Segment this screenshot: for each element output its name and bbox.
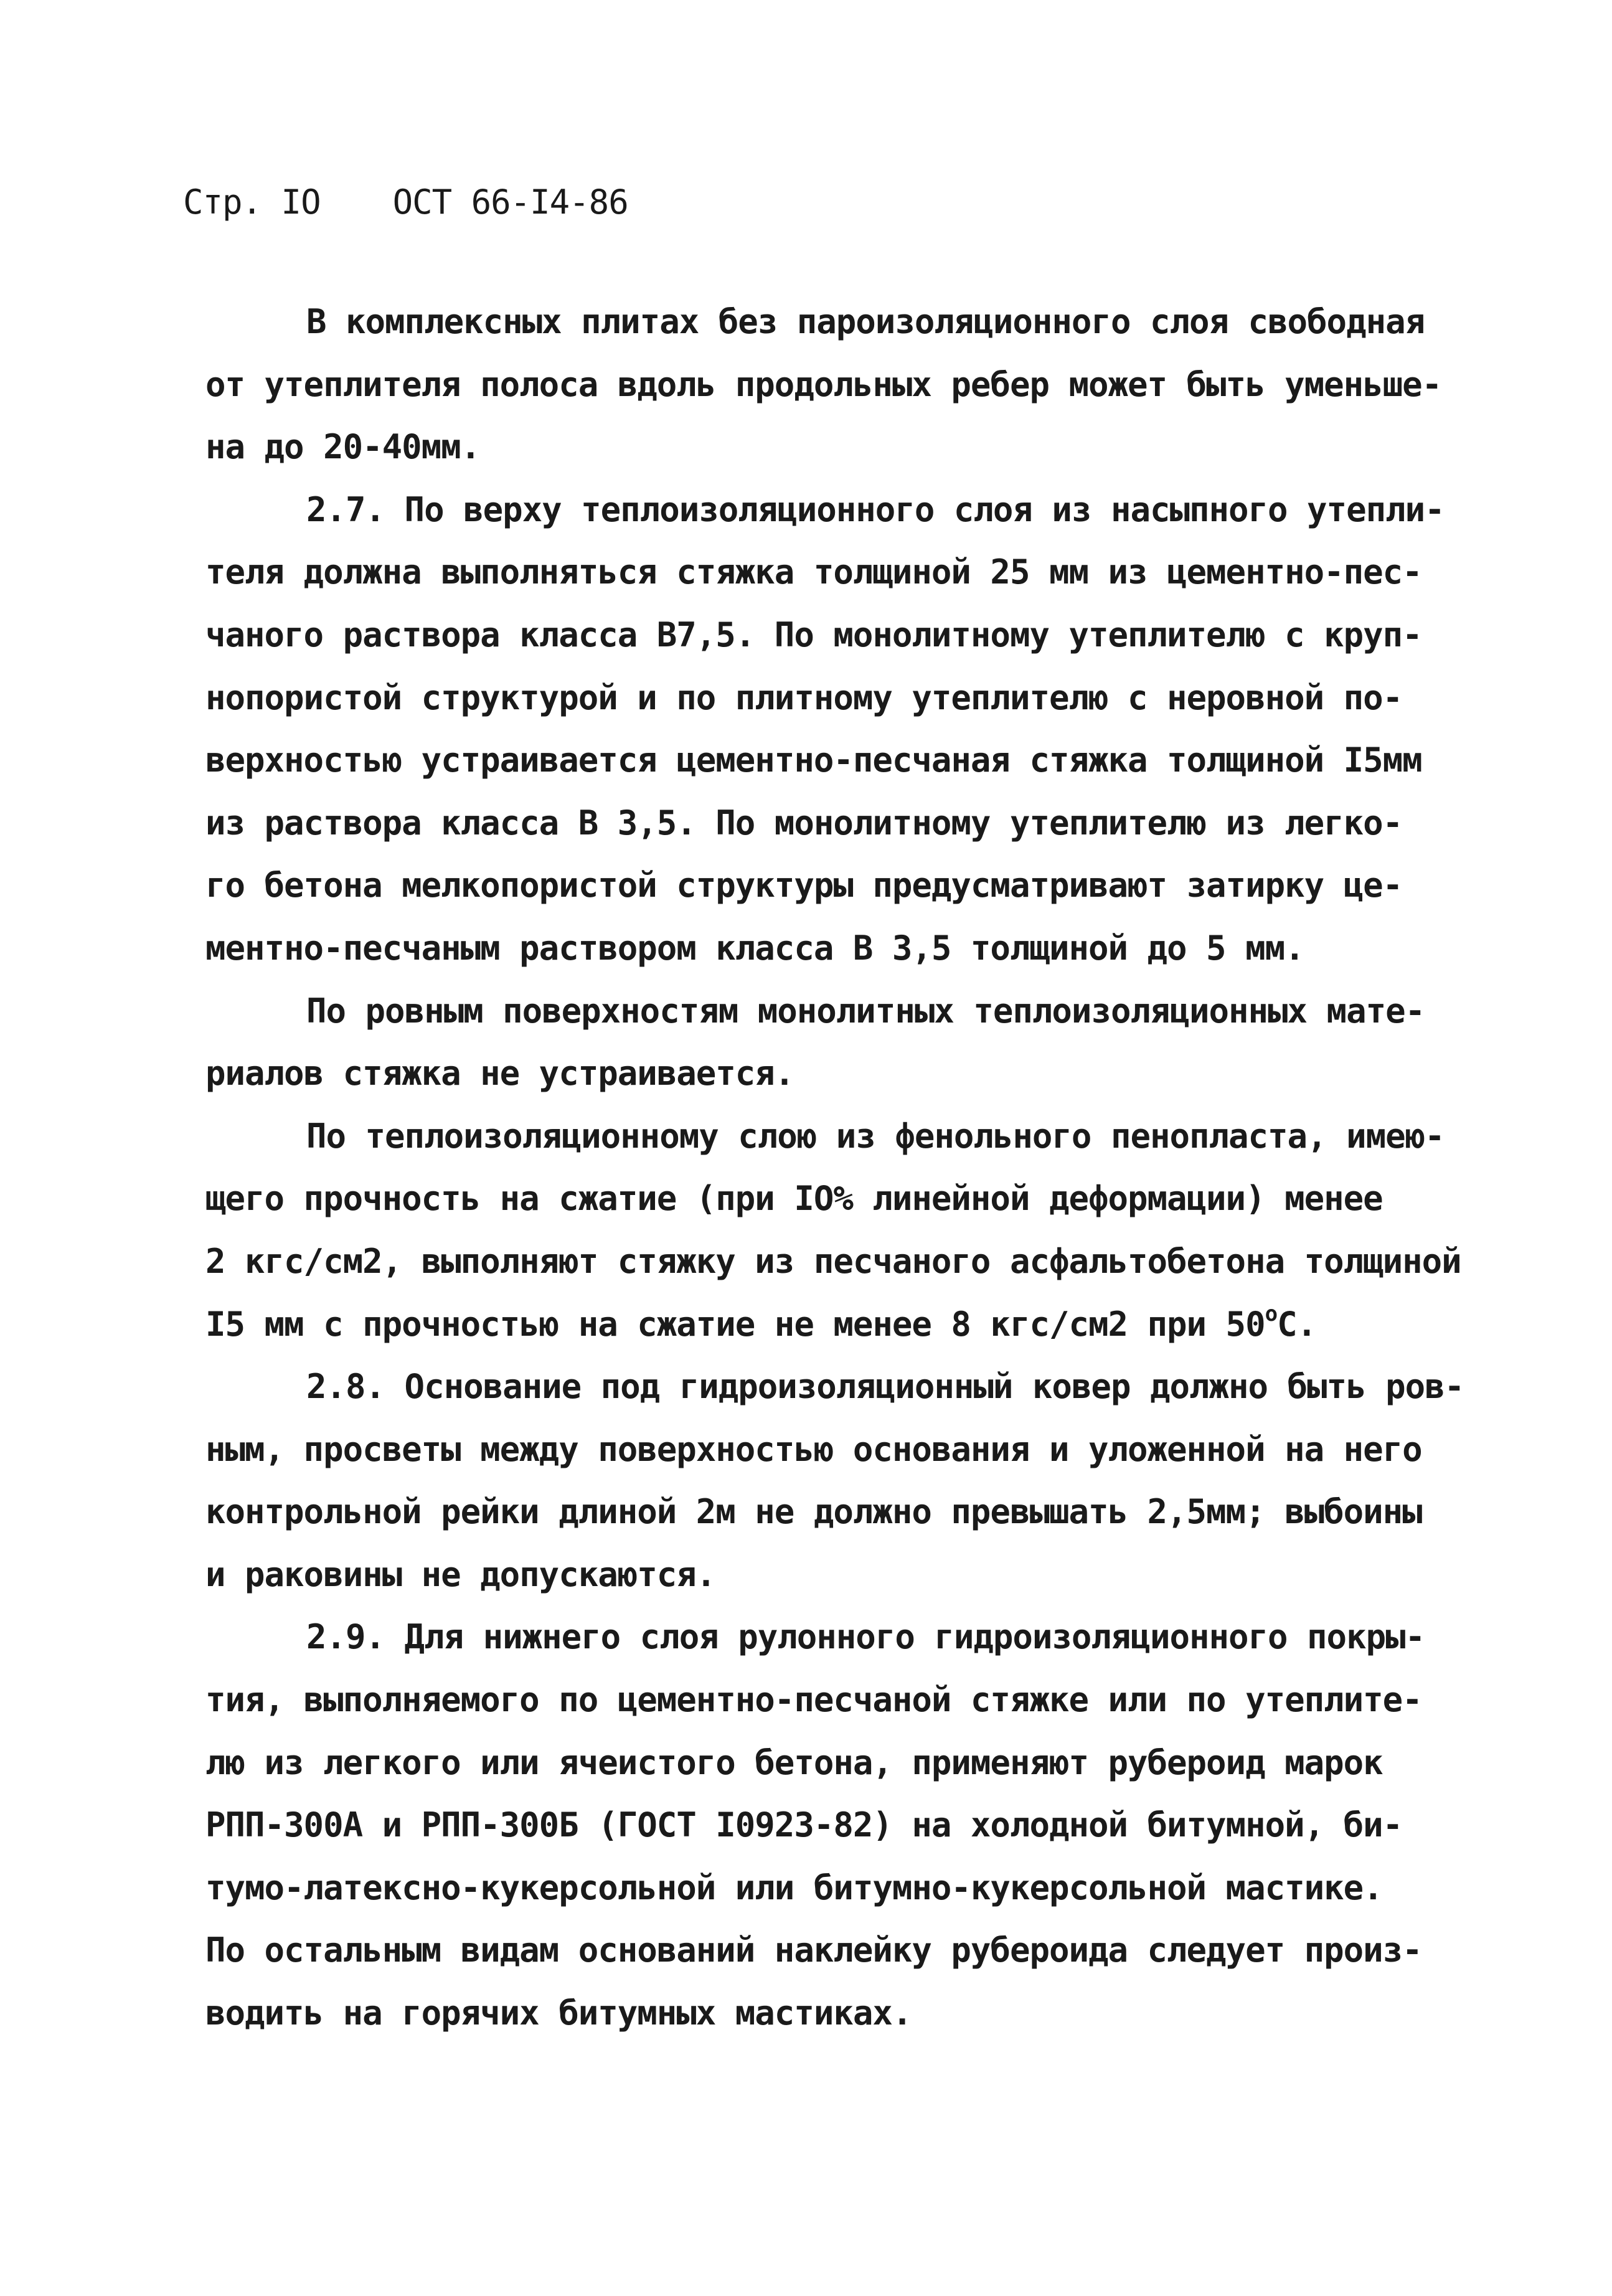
text-line: водить на горячих битумных мастиках. [205,1993,912,2033]
text-line: РПП-300А и РПП-300Б (ГОСТ I0923-82) на холодной битумной, би- [205,1805,1403,1845]
text-line: По теплоизоляционному слою из фенольного пенопласта, имею- [306,1116,1445,1156]
text-line-with-temperature [205,1293,1482,1356]
text-line: и раковины не допускаются. [205,1554,716,1594]
page-number: Стр. IO [183,182,321,222]
text-line: По ровным поверхностям монолитных теплоизоляционных мате- [306,991,1425,1031]
text-line: По остальным видам оснований наклейку рубероида следует произ- [205,1930,1422,1970]
text-line: щего прочность на сжатие (при IO% линейной деформации) менее [205,1179,1383,1219]
text-line: нопористой структурой и по плитному утеплителю с неровной по- [205,678,1403,717]
text-line: ным, просветы между поверхностью основания и уложенной на него [205,1429,1422,1469]
text-line: лю из легкого или ячеистого бетона, применяют рубероид марок [205,1742,1383,1782]
text-line: риалов стяжка не устраивается. [205,1054,794,1094]
text-line: I5 мм с прочностью на сжатие не менее 8 кгс/см2 при 50 [205,1304,1265,1344]
text-line: тумо-латексно-кукерсольной или битумно-кукерсольной мастике. [205,1868,1383,1907]
text-line: 2 кгс/см2, выполняют стяжку из песчаного асфальтобетона толщиной [205,1241,1461,1281]
text-line: 2.8. Основание под гидроизоляционный ковер должно быть ров- [306,1367,1464,1407]
text-line: 2.9. Для нижнего слоя рулонного гидроизоляционного покры- [306,1617,1425,1657]
text-line: от утеплителя полоса вдоль продольных ребер может быть уменьше- [205,364,1442,404]
text-line: го бетона мелкопористой структуры предусматривают затирку це- [205,866,1403,905]
page-header [183,181,700,224]
text-line: В комплексных плитах без пароизоляционного слоя свободная [306,302,1425,341]
text-line: ментно-песчаным раствором класса В 3,5 толщиной до 5 мм. [205,928,1304,968]
document-body [205,291,1482,2045]
temperature-unit: С. [1277,1304,1317,1344]
degree-mark: о [1265,1301,1278,1326]
text-line: контрольной рейки длиной 2м не должно превышать 2,5мм; выбоины [205,1492,1422,1532]
text-line: из раствора класса В 3,5. По монолитному утеплителю из легко- [205,803,1403,843]
document-code: ОСТ 66-I4-86 [392,182,628,222]
text-line: тия, выполняемого по цементно-песчаной стяжке или по утеплите- [205,1680,1422,1720]
text-line: теля должна выполняться стяжка толщиной 25 мм из цементно-пес- [205,552,1422,592]
text-line: 2.7. По верху теплоизоляционного слоя из насыпного утепли- [306,489,1445,529]
text-line: чаного раствора класса В7,5. По монолитному утеплителю с круп- [205,615,1422,654]
text-line: на до 20-40мм. [205,427,481,467]
text-line: верхностью устраивается цементно-песчаная стяжка толщиной I5мм [205,740,1422,780]
